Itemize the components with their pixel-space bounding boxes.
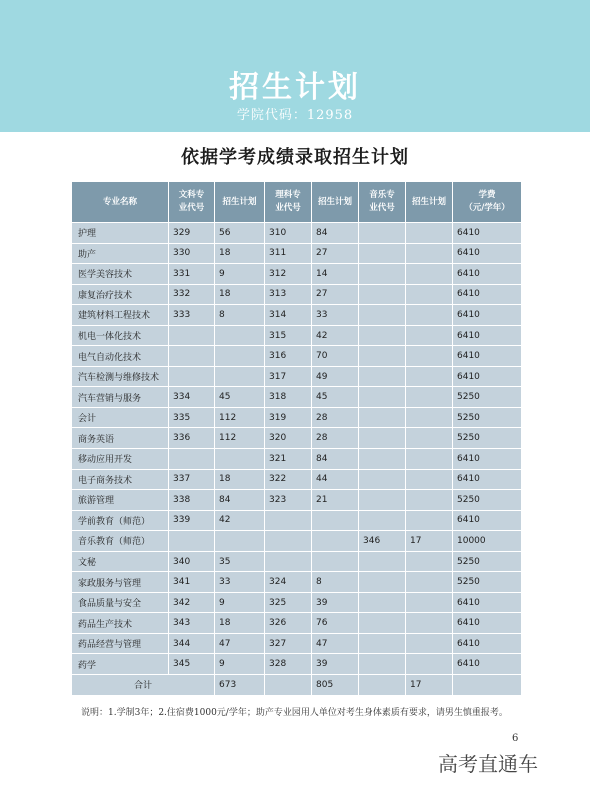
table-cell: 314 xyxy=(265,305,312,326)
table-cell: 8 xyxy=(215,305,265,326)
table-cell: 6410 xyxy=(453,346,522,367)
table-cell: 319 xyxy=(265,407,312,428)
table-cell: 17 xyxy=(406,531,453,552)
total-science: 805 xyxy=(312,675,359,696)
table-cell xyxy=(169,366,215,387)
table-cell: 343 xyxy=(169,613,215,634)
table-row xyxy=(72,469,522,490)
table-cell xyxy=(359,449,406,470)
table-cell xyxy=(265,531,312,552)
table-cell xyxy=(359,613,406,634)
table-cell: 6410 xyxy=(453,305,522,326)
table-row xyxy=(72,449,522,470)
total-label: 合计 xyxy=(72,675,215,696)
table-cell: 44 xyxy=(312,469,359,490)
table-cell xyxy=(406,284,453,305)
table-cell: 337 xyxy=(169,469,215,490)
table-cell: 27 xyxy=(312,284,359,305)
major-name-cell: 汽车营销与服务 xyxy=(72,387,169,408)
table-cell: 18 xyxy=(215,284,265,305)
table-cell: 6410 xyxy=(453,449,522,470)
table-cell xyxy=(406,407,453,428)
table-cell xyxy=(312,531,359,552)
table-cell: 320 xyxy=(265,428,312,449)
major-name-cell: 药品经营与管理 xyxy=(72,633,169,654)
table-cell: 21 xyxy=(312,490,359,511)
table-cell: 345 xyxy=(169,654,215,675)
table-cell xyxy=(265,551,312,572)
table-cell xyxy=(453,675,522,696)
table-cell xyxy=(406,387,453,408)
major-name-cell: 电子商务技术 xyxy=(72,469,169,490)
table-cell xyxy=(406,223,453,244)
table-cell: 333 xyxy=(169,305,215,326)
table-cell xyxy=(359,407,406,428)
table-cell: 336 xyxy=(169,428,215,449)
table-cell: 5250 xyxy=(453,490,522,511)
table-cell: 334 xyxy=(169,387,215,408)
table-cell xyxy=(359,551,406,572)
table-row xyxy=(72,325,522,346)
table-cell xyxy=(406,305,453,326)
table-cell: 323 xyxy=(265,490,312,511)
table-cell xyxy=(215,346,265,367)
page-title: 招生计划 xyxy=(229,70,361,105)
column-header: 理科专 业代号 xyxy=(265,182,312,223)
table-cell: 45 xyxy=(215,387,265,408)
major-name-cell: 移动应用开发 xyxy=(72,449,169,470)
column-header: 文科专 业代号 xyxy=(169,182,215,223)
table-cell xyxy=(359,305,406,326)
table-cell: 39 xyxy=(312,592,359,613)
table-cell xyxy=(359,366,406,387)
table-cell: 6410 xyxy=(453,510,522,531)
table-cell xyxy=(359,428,406,449)
table-cell: 33 xyxy=(215,572,265,593)
table-cell: 84 xyxy=(312,449,359,470)
table-cell: 310 xyxy=(265,223,312,244)
table-cell: 76 xyxy=(312,613,359,634)
table-cell: 39 xyxy=(312,654,359,675)
major-name-cell: 电气自动化技术 xyxy=(72,346,169,367)
table-cell: 42 xyxy=(215,510,265,531)
table-cell xyxy=(406,654,453,675)
table-cell: 5250 xyxy=(453,407,522,428)
table-cell xyxy=(359,633,406,654)
section-subtitle: 依据学考成绩录取招生计划 xyxy=(181,147,409,168)
column-header: 音乐专 业代号 xyxy=(359,182,406,223)
table-cell xyxy=(169,531,215,552)
table-row xyxy=(72,284,522,305)
table-cell: 5250 xyxy=(453,387,522,408)
table-cell: 315 xyxy=(265,325,312,346)
table-cell xyxy=(359,510,406,531)
table-cell: 56 xyxy=(215,223,265,244)
major-name-cell: 商务英语 xyxy=(72,428,169,449)
major-name-cell: 学前教育（师范） xyxy=(72,510,169,531)
table-cell xyxy=(359,325,406,346)
table-cell xyxy=(359,675,406,696)
table-cell xyxy=(312,510,359,531)
column-header: 招生计划 xyxy=(406,182,453,223)
table-cell xyxy=(406,243,453,264)
major-name-cell: 机电一体化技术 xyxy=(72,325,169,346)
table-cell xyxy=(406,346,453,367)
total-row xyxy=(72,675,522,696)
table-cell: 325 xyxy=(265,592,312,613)
table-row xyxy=(72,654,522,675)
column-header: 招生计划 xyxy=(312,182,359,223)
table-cell: 6410 xyxy=(453,469,522,490)
table-cell: 317 xyxy=(265,366,312,387)
table-cell xyxy=(359,243,406,264)
table-cell: 47 xyxy=(312,633,359,654)
table-cell xyxy=(406,428,453,449)
major-name-cell: 康复治疗技术 xyxy=(72,284,169,305)
table-cell: 330 xyxy=(169,243,215,264)
table-cell xyxy=(406,264,453,285)
table-row xyxy=(72,223,522,244)
table-row xyxy=(72,633,522,654)
table-cell: 322 xyxy=(265,469,312,490)
table-cell: 316 xyxy=(265,346,312,367)
table-row xyxy=(72,264,522,285)
table-cell: 47 xyxy=(215,633,265,654)
table-cell: 5250 xyxy=(453,428,522,449)
table-cell: 6410 xyxy=(453,223,522,244)
table-cell xyxy=(359,284,406,305)
table-cell: 342 xyxy=(169,592,215,613)
table-cell: 84 xyxy=(215,490,265,511)
table-row xyxy=(72,305,522,326)
table-cell xyxy=(406,592,453,613)
watermark-text: 高考直通车 xyxy=(438,752,538,776)
table-cell xyxy=(406,551,453,572)
table-header-row xyxy=(72,182,522,223)
table-row xyxy=(72,592,522,613)
major-name-cell: 建筑材料工程技术 xyxy=(72,305,169,326)
table-cell: 6410 xyxy=(453,284,522,305)
table-cell: 328 xyxy=(265,654,312,675)
table-cell: 5250 xyxy=(453,572,522,593)
table-cell: 338 xyxy=(169,490,215,511)
table-cell: 18 xyxy=(215,243,265,264)
table-cell: 6410 xyxy=(453,633,522,654)
major-name-cell: 文秘 xyxy=(72,551,169,572)
table-cell: 45 xyxy=(312,387,359,408)
table-cell: 112 xyxy=(215,428,265,449)
table-cell: 318 xyxy=(265,387,312,408)
column-header: 专业名称 xyxy=(72,182,169,223)
table-cell xyxy=(359,490,406,511)
table-cell xyxy=(359,223,406,244)
major-name-cell: 音乐教育（师范） xyxy=(72,531,169,552)
table-cell: 35 xyxy=(215,551,265,572)
table-cell xyxy=(359,469,406,490)
major-name-cell: 旅游管理 xyxy=(72,490,169,511)
table-cell: 28 xyxy=(312,428,359,449)
school-code: 学院代码：12958 xyxy=(236,108,354,123)
table-cell xyxy=(406,572,453,593)
table-cell: 112 xyxy=(215,407,265,428)
table-row xyxy=(72,572,522,593)
table-cell: 331 xyxy=(169,264,215,285)
table-cell xyxy=(406,469,453,490)
page-number: 6 xyxy=(512,733,519,744)
table-row xyxy=(72,551,522,572)
table-cell xyxy=(406,490,453,511)
table-cell: 340 xyxy=(169,551,215,572)
major-name-cell: 药品生产技术 xyxy=(72,613,169,634)
table-cell: 9 xyxy=(215,654,265,675)
table-cell: 6410 xyxy=(453,264,522,285)
table-cell: 313 xyxy=(265,284,312,305)
table-cell: 6410 xyxy=(453,243,522,264)
table-cell xyxy=(359,572,406,593)
major-name-cell: 护理 xyxy=(72,223,169,244)
table-cell: 324 xyxy=(265,572,312,593)
column-header: 招生计划 xyxy=(215,182,265,223)
major-name-cell: 家政服务与管理 xyxy=(72,572,169,593)
table-cell xyxy=(406,449,453,470)
table-cell xyxy=(265,510,312,531)
table-cell xyxy=(215,325,265,346)
column-header: 学费 （元/学年） xyxy=(453,182,522,223)
table-row xyxy=(72,243,522,264)
table-cell: 329 xyxy=(169,223,215,244)
table-cell xyxy=(406,633,453,654)
table-cell: 344 xyxy=(169,633,215,654)
table-cell xyxy=(215,366,265,387)
table-cell xyxy=(359,654,406,675)
total-music: 17 xyxy=(406,675,453,696)
table-cell xyxy=(359,387,406,408)
table-cell: 321 xyxy=(265,449,312,470)
table-cell xyxy=(169,346,215,367)
major-name-cell: 会计 xyxy=(72,407,169,428)
major-name-cell: 药学 xyxy=(72,654,169,675)
table-row xyxy=(72,366,522,387)
table-cell: 14 xyxy=(312,264,359,285)
table-cell: 326 xyxy=(265,613,312,634)
table-cell xyxy=(406,325,453,346)
table-row xyxy=(72,510,522,531)
table-cell: 18 xyxy=(215,613,265,634)
table-cell: 335 xyxy=(169,407,215,428)
table-cell: 327 xyxy=(265,633,312,654)
table-cell xyxy=(406,366,453,387)
table-cell: 18 xyxy=(215,469,265,490)
table-row xyxy=(72,346,522,367)
table-cell xyxy=(312,551,359,572)
table-cell: 346 xyxy=(359,531,406,552)
table-cell: 33 xyxy=(312,305,359,326)
table-cell: 49 xyxy=(312,366,359,387)
table-row xyxy=(72,490,522,511)
table-cell: 5250 xyxy=(453,551,522,572)
table-cell xyxy=(215,531,265,552)
major-name-cell: 汽车检测与维修技术 xyxy=(72,366,169,387)
table-cell: 6410 xyxy=(453,654,522,675)
table-cell: 311 xyxy=(265,243,312,264)
major-name-cell: 助产 xyxy=(72,243,169,264)
table-cell: 6410 xyxy=(453,325,522,346)
major-name-cell: 食品质量与安全 xyxy=(72,592,169,613)
table-cell: 84 xyxy=(312,223,359,244)
table-cell: 341 xyxy=(169,572,215,593)
table-cell: 27 xyxy=(312,243,359,264)
table-cell: 42 xyxy=(312,325,359,346)
table-cell: 28 xyxy=(312,407,359,428)
table-row xyxy=(72,407,522,428)
table-cell: 9 xyxy=(215,264,265,285)
table-cell xyxy=(169,325,215,346)
table-row xyxy=(72,531,522,552)
table-cell: 332 xyxy=(169,284,215,305)
table-cell: 10000 xyxy=(453,531,522,552)
major-name-cell: 医学美容技术 xyxy=(72,264,169,285)
table-cell: 6410 xyxy=(453,366,522,387)
table-row xyxy=(72,613,522,634)
table-cell xyxy=(265,675,312,696)
table-cell xyxy=(215,449,265,470)
total-arts: 673 xyxy=(215,675,265,696)
table-cell: 6410 xyxy=(453,592,522,613)
table-cell xyxy=(169,449,215,470)
table-row xyxy=(72,428,522,449)
table-cell: 339 xyxy=(169,510,215,531)
table-cell: 70 xyxy=(312,346,359,367)
table-cell: 312 xyxy=(265,264,312,285)
table-cell xyxy=(359,592,406,613)
table-row xyxy=(72,387,522,408)
table-cell: 8 xyxy=(312,572,359,593)
footnote: 说明：1.学制3年；2.住宿费1000元/学年；助产专业园用人单位对考生身体素质有要求，请男生慎重报考。 xyxy=(81,708,508,718)
table-cell xyxy=(359,264,406,285)
enrollment-plan-table xyxy=(71,181,522,696)
table-cell xyxy=(359,346,406,367)
table-cell: 9 xyxy=(215,592,265,613)
table-cell xyxy=(406,613,453,634)
table-cell: 6410 xyxy=(453,613,522,634)
table-cell xyxy=(406,510,453,531)
